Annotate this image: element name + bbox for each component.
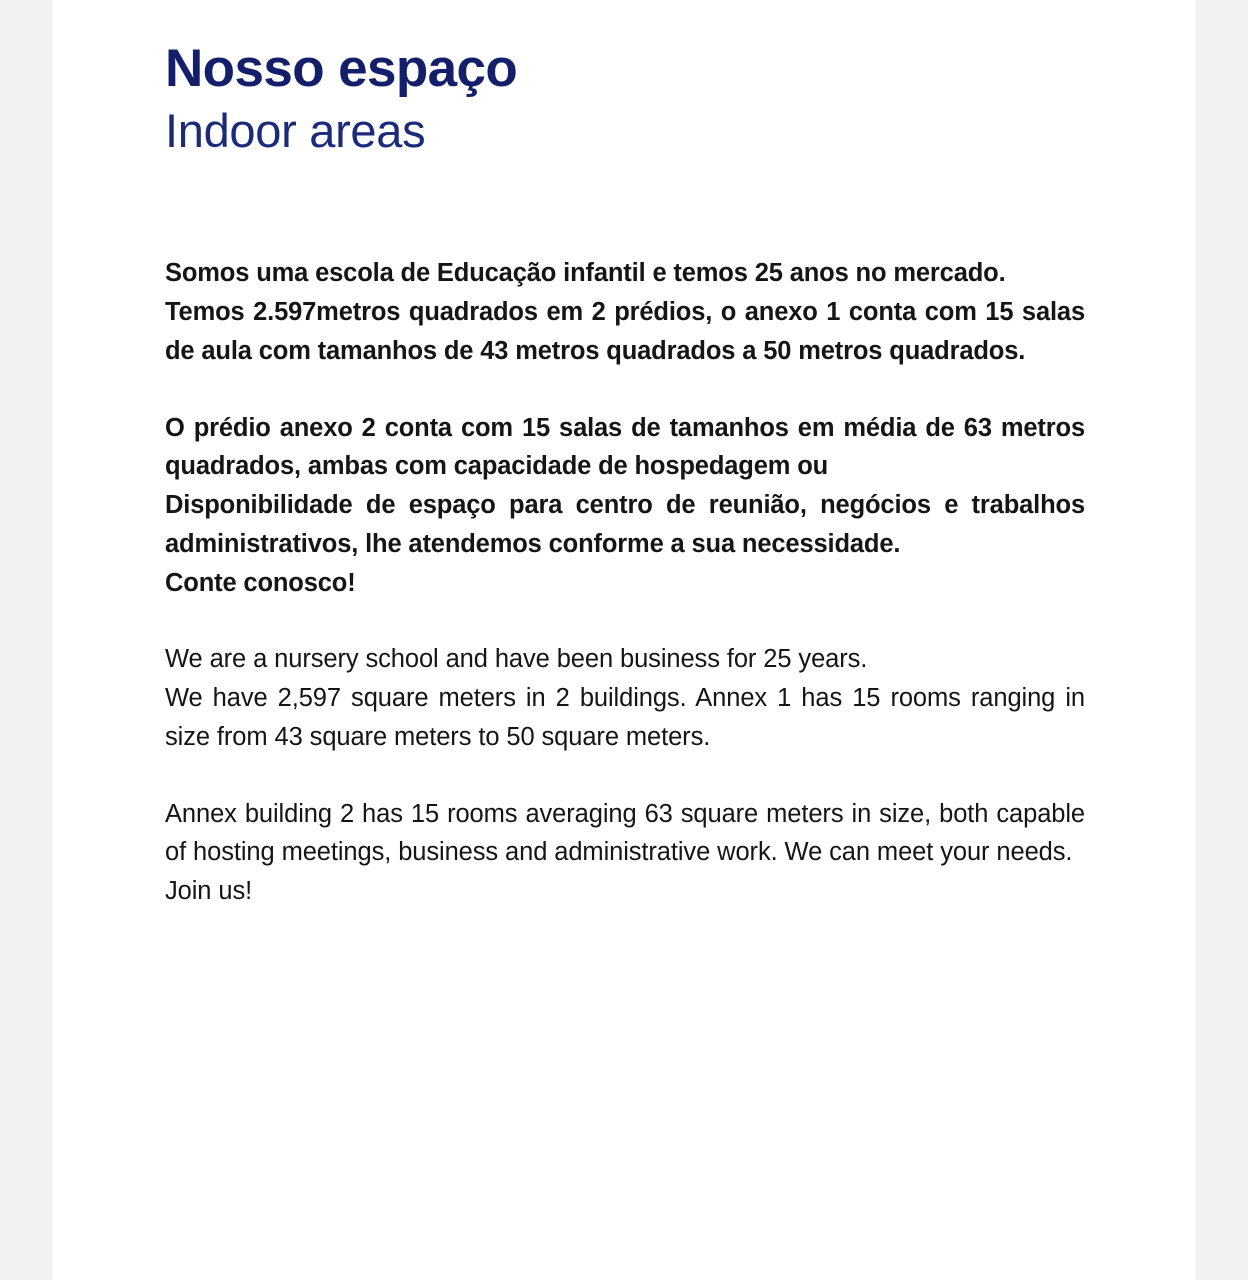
english-paragraph-1 bbox=[165, 640, 1085, 756]
portuguese-paragraph-1 bbox=[165, 254, 1085, 370]
document-body bbox=[165, 254, 1085, 911]
en-p1-line-1: We are a nursery school and have been business for 25 years. bbox=[165, 645, 868, 674]
page-corner-notch bbox=[1180, 36, 1196, 62]
en-p2-line-1: Annex building 2 has 15 rooms averaging 63 square meters in size, both capable of hosting meetings, business and administrative work. We can meet your needs. bbox=[165, 799, 1085, 867]
page-subtitle: Indoor areas bbox=[165, 104, 426, 158]
english-paragraph-2 bbox=[165, 795, 1085, 911]
document-page bbox=[52, 0, 1196, 1280]
pt-p1-line-2: Temos 2.597metros quadrados em 2 prédios, o anexo 1 conta com 15 salas de aula com tamanhos de 43 metros quadrados a 50 metros quadrados. bbox=[165, 298, 1085, 365]
pt-p2-line-2: Disponibilidade de espaço para centro de reunião, negócios e trabalhos administrativos, lhe atendemos conforme a sua necessidade. bbox=[165, 491, 1085, 558]
document-content bbox=[165, 40, 1085, 911]
en-p1-line-2: We have 2,597 square meters in 2 buildings. Annex 1 has 15 rooms ranging in size from 43 square meters to 50 square meters. bbox=[165, 684, 1085, 751]
en-p2-closing: Join us! bbox=[165, 877, 253, 906]
portuguese-paragraph-2 bbox=[165, 409, 1085, 603]
page-title: Nosso espaço bbox=[165, 39, 518, 98]
pt-p1-line-1: Somos uma escola de Educação infantil e temos 25 anos no mercado. bbox=[165, 259, 1006, 288]
pt-p2-closing: Conte conosco! bbox=[165, 568, 356, 597]
english-paragraph-spacer bbox=[165, 757, 1085, 795]
paragraph-spacer bbox=[165, 371, 1085, 409]
pt-p2-line-1: O prédio anexo 2 conta com 15 salas de tamanhos em média de 63 metros quadrados, ambas com capacidade de hospedagem ou bbox=[165, 413, 1085, 481]
language-spacer bbox=[165, 602, 1085, 640]
